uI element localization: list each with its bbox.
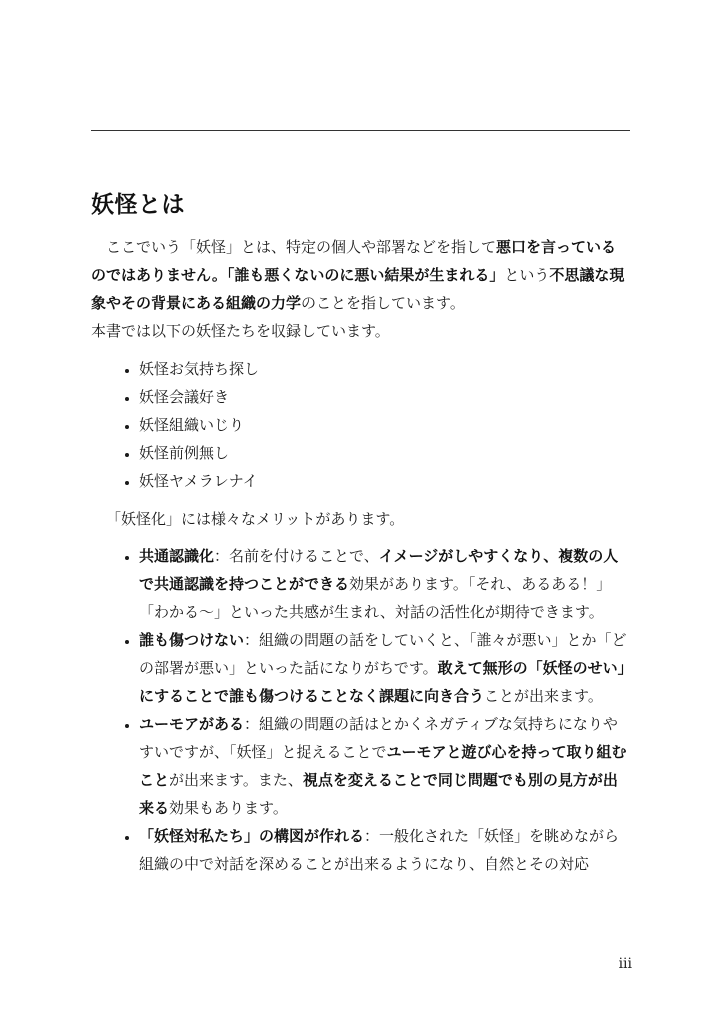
yokai-list [91,355,631,495]
merit-emphasis: 敢えて無形の「妖怪のせい」にすることで誰も傷つけることなく課題に向き合う [139,659,626,705]
merit-item-yokai-vs-us [139,822,631,878]
list-item: • 妖怪前例無し [139,439,631,467]
intro-text-2: という [504,266,550,284]
merit-item-shared-understanding [139,542,631,626]
merit-text: 効果もあります。 [169,799,288,817]
merit-emphasis: 視点を変えることで同じ問題でも別の見方が出来る [139,771,618,817]
merit-intro: 「妖怪化」には様々なメリットがあります。 [106,510,405,528]
merit-term: 誰も傷つけない [139,631,245,649]
merit-item-humor [139,710,631,822]
merit-text: ：一般化された「妖怪」を眺めながら組織の中で対話を深めることが出来るようになり、自然とその対応 [139,827,620,873]
intro-text-3: のことを指しています。 [301,294,465,312]
merit-text: ：組織の問題の話はとかくネガティブな気持ちになりやすいですが、「妖怪」と捉えることで [139,715,618,761]
list-item: • 妖怪組織いじり [139,411,631,439]
merit-text: ことが出来ます。 [484,687,603,705]
merit-text: ：名前を付けることで、 [214,547,379,565]
intro-emphasis-2: 不思議な現象やその背景にある組織の力学 [91,266,625,312]
merit-text: ：組織の問題の話をしていくと、「誰々が悪い」とか「どの部署が悪い」といった話になりがちです。 [139,631,627,677]
merit-term: ユーモアがある [139,715,245,733]
merit-text: が出来ます。また、 [169,771,303,789]
merit-emphasis: ユーモアと遊び心を持って取り組むこと [139,743,627,789]
section-heading: 妖怪とは [91,192,185,218]
merit-term: 共通認識化 [139,547,215,565]
merit-term: 「妖怪対私たち」の構図が作れる [139,827,365,845]
merit-list [91,542,631,878]
section-body [91,233,631,878]
list-item: • 妖怪お気持ち探し [139,355,631,383]
list-item: • 妖怪ヤメラレナイ [139,467,631,495]
merit-item-hurt-no-one [139,626,631,710]
list-intro: 本書では以下の妖怪たちを収録しています。 [91,322,390,340]
merit-text: 効果があります。「それ、あるある！」「わかる～」といった共感が生まれ、対話の活性化が期待できます。 [139,575,612,621]
list-item: • 妖怪会議好き [139,383,631,411]
page-number: iii [618,956,632,972]
merit-emphasis: イメージがしやすくなり、複数の人で共通認識を持つことができる [139,547,619,593]
header-rule [91,130,630,131]
intro-emphasis-1: 悪口を言っているのではありません。「誰も悪くないのに悪い結果が生まれる」 [91,238,617,284]
intro-text-1: ここでいう「妖怪」とは、特定の個人や部署などを指して [106,238,497,256]
intro-paragraph [91,233,631,317]
